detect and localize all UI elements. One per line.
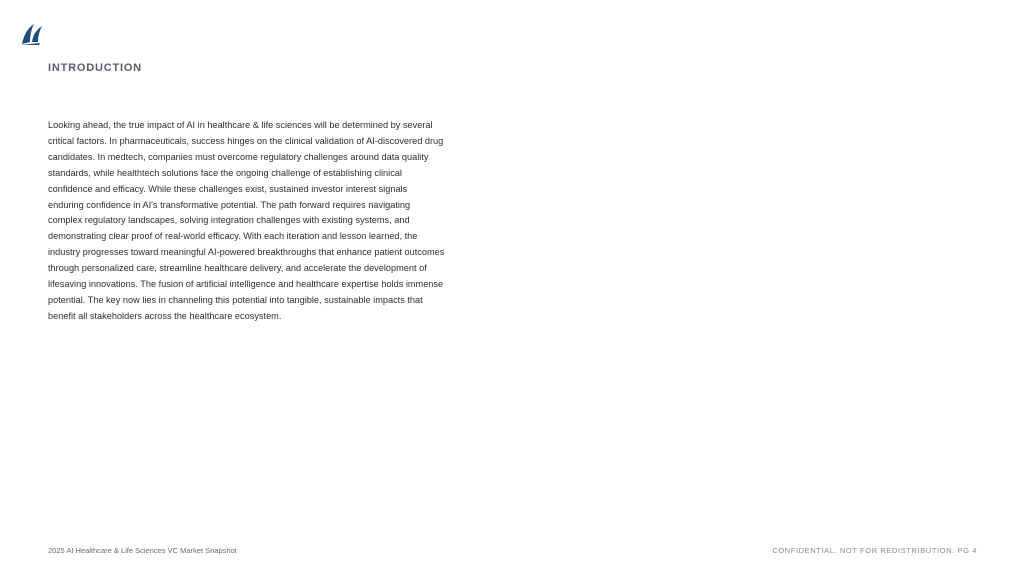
paragraph-line: Looking ahead, the true impact of AI in healthcare & life sciences will be determined by several [48, 120, 433, 130]
footer-confidential-page: CONFIDENTIAL. NOT FOR REDISTRIBUTION. PG 4 [772, 546, 977, 555]
paragraph-line: enduring confidence in AI's transformative potential. The path forward requires navigating [48, 199, 411, 210]
section-title: INTRODUCTION [48, 62, 142, 74]
paragraph-line: through personalized care, streamline healthcare delivery, and accelerate the development of [48, 263, 427, 274]
paragraph-line: lifesaving innovations. The fusion of artificial intelligence and healthcare expertise holds immense [48, 279, 444, 290]
paragraph-line: standards, while healthtech solutions face the ongoing challenge of establishing clinical [48, 167, 402, 178]
paragraph-line: critical factors. In pharmaceuticals, success hinges on the clinical validation of AI-discovered drug [48, 135, 444, 146]
introduction-paragraph [48, 118, 500, 325]
paragraph-line: industry progresses toward meaningful AI-powered breakthroughs that enhance patient outcomes [48, 247, 445, 258]
paragraph-line: potential. The key now lies in channeling this potential into tangible, sustainable impacts that [48, 294, 423, 305]
paragraph-line: complex regulatory landscapes, solving integration challenges with existing systems, and [48, 215, 410, 226]
paragraph-line: confidence and efficacy. While these challenges exist, sustained investor interest signals [48, 183, 408, 194]
footer-report-title: 2025 AI Healthcare & Life Sciences VC Market Snapshot [48, 546, 237, 555]
paragraph-line: candidates. In medtech, companies must overcome regulatory challenges around data quality [48, 151, 429, 162]
paragraph-line: demonstrating clear proof of real-world efficacy. With each iteration and lesson learned, the [48, 231, 418, 242]
sail-logo-icon [18, 20, 46, 48]
paragraph-line: benefit all stakeholders across the healthcare ecosystem. [48, 310, 282, 321]
